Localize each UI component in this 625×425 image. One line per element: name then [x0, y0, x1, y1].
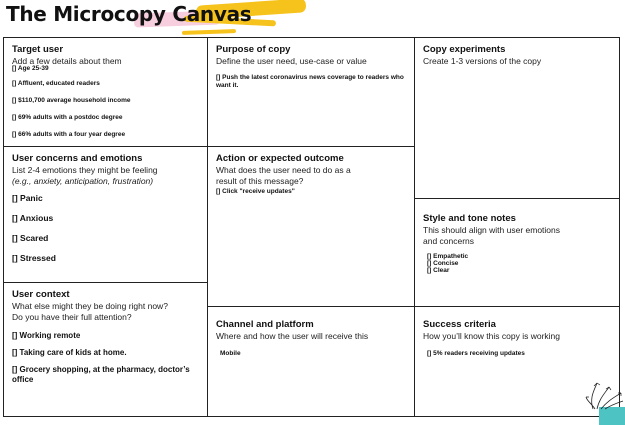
purpose-subtitle: Define the user need, use-case or value — [216, 56, 367, 66]
concerns-heading: User concerns and emotions — [12, 153, 143, 164]
action-item: [] Click "receive updates" — [216, 188, 295, 195]
target-user-item: [] 66% adults with a four year degree — [12, 131, 126, 138]
concerns-item: [] Anxious — [12, 213, 54, 223]
target-user-item: [] Age 25-39 — [12, 65, 49, 72]
experiments-section — [415, 38, 619, 198]
style-item: [] Clear — [427, 267, 450, 274]
purpose-item: [] Push the latest coronavirus news coverage to readers who want it. — [216, 74, 404, 89]
target-user-item: [] $110,700 average household income — [12, 97, 131, 104]
context-item: [] Grocery shopping, at the pharmacy, doctor’s office — [12, 365, 190, 384]
concerns-item: [] Scared — [12, 233, 49, 243]
concerns-section — [4, 147, 207, 282]
title-area — [6, 0, 251, 30]
style-section — [415, 199, 619, 306]
success-subtitle: How you’ll know this copy is working — [423, 331, 560, 341]
context-subtitle-2: Do you have their full attention? — [12, 312, 132, 322]
action-heading: Action or expected outcome — [216, 153, 344, 164]
action-subtitle-2: result of this message? — [216, 176, 304, 186]
target-user-item: [] 69% adults with a postdoc degree — [12, 114, 123, 121]
concerns-examples: (e.g., anxiety, anticipation, frustration) — [12, 176, 154, 186]
channel-item: Mobile — [220, 350, 241, 357]
style-subtitle-2: and concerns — [423, 236, 475, 246]
concerns-item: [] Stressed — [12, 253, 56, 263]
success-heading: Success criteria — [423, 319, 496, 330]
style-item: [] Concise — [427, 260, 459, 267]
target-user-subtitle: Add a few details about them — [12, 56, 122, 66]
canvas-grid — [3, 37, 620, 417]
success-item: [] 5% readers receiving updates — [427, 350, 525, 357]
action-subtitle: What does the user need to do as a — [216, 165, 351, 175]
concerns-item: [] Panic — [12, 193, 43, 203]
concerns-subtitle: List 2-4 emotions they might be feeling — [12, 165, 158, 175]
context-heading: User context — [12, 289, 70, 300]
channel-subtitle: Where and how the user will receive this — [216, 331, 369, 341]
style-heading: Style and tone notes — [423, 213, 516, 224]
channel-heading: Channel and platform — [216, 319, 314, 330]
target-user-heading: Target user — [12, 44, 64, 55]
target-user-section — [4, 38, 207, 146]
plant-doodle-icon — [585, 379, 625, 425]
page-title: The Microcopy Canvas — [6, 2, 252, 26]
action-section — [208, 147, 414, 306]
style-item: [] Empathetic — [427, 253, 469, 260]
purpose-heading: Purpose of copy — [216, 44, 291, 55]
context-subtitle: What else might they be doing right now? — [12, 301, 168, 311]
context-item: [] Taking care of kids at home. — [12, 348, 127, 357]
purpose-section — [208, 38, 414, 146]
experiments-heading: Copy experiments — [423, 44, 506, 55]
channel-section — [208, 307, 414, 416]
context-section — [4, 283, 207, 416]
style-subtitle: This should align with user emotions — [423, 225, 561, 235]
yellow-underline-decoration — [182, 29, 236, 35]
target-user-item: [] Affluent, educated readers — [12, 80, 100, 87]
experiments-subtitle: Create 1-3 versions of the copy — [423, 56, 542, 66]
context-item: [] Working remote — [12, 331, 81, 340]
